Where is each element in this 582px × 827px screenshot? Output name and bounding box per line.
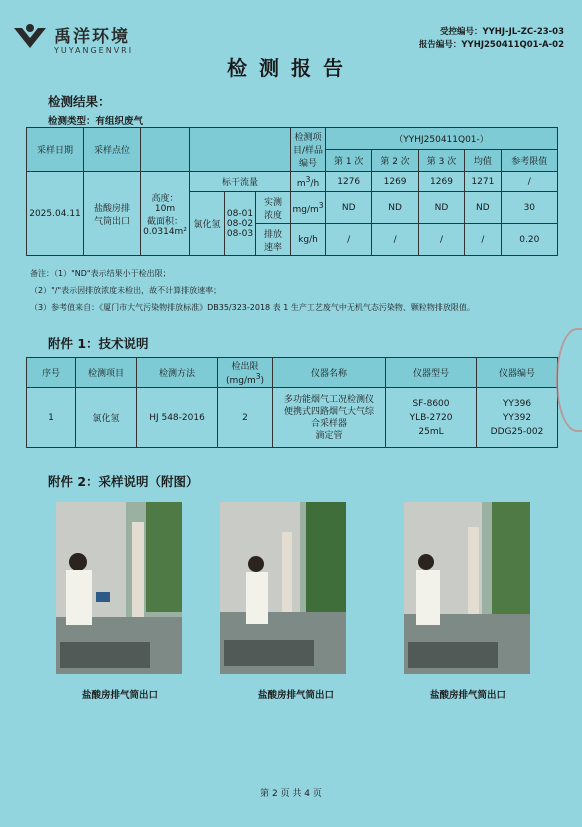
cell-point: 盐酸房排 气筒出口: [84, 172, 141, 256]
cell-rate-label: 排放 速率: [256, 224, 291, 256]
page-number: 第 2 页 共 4 页: [260, 789, 322, 799]
col-run3: 第 3 次: [418, 150, 464, 172]
logo-mark-icon: [12, 22, 48, 52]
col-limit: 参考限值: [501, 150, 557, 172]
col-data: （YYHJ250411Q01-）: [326, 128, 558, 150]
col-mean: 均值: [465, 150, 501, 172]
cell-model: SF-8600 YLB-2720 25mL: [386, 388, 477, 448]
report-number: 报告编号：YYHJ250411Q01-A-02: [418, 40, 564, 50]
cell-value: ND: [326, 192, 372, 224]
sampling-photo: [56, 502, 182, 674]
col-date: 采样日期: [27, 128, 84, 172]
col-point: 采样点位: [84, 128, 141, 172]
cell-value: 30: [501, 192, 557, 224]
cell-value: ND: [465, 192, 501, 224]
cell-value: 1269: [418, 172, 464, 192]
red-seal: [556, 328, 582, 432]
cell-value: /: [418, 224, 464, 256]
notes: [30, 265, 475, 316]
photo-caption: 盐酸房排气筒出口: [82, 690, 159, 701]
col-run1: 第 1 次: [326, 150, 372, 172]
cell-seq: 1: [27, 388, 76, 448]
cell-sample-ids: 08-01 08-02 08-03: [225, 192, 256, 256]
cell-value: 0.20: [501, 224, 557, 256]
report-codes: [419, 26, 564, 52]
col-seq: 序号: [27, 358, 76, 388]
col-instrument: 仪器名称: [273, 358, 386, 388]
col-model: 仪器型号: [386, 358, 477, 388]
cell-unit: kg/h: [291, 224, 326, 256]
cell-serial: YY396 YY392 DDG25-002: [477, 388, 558, 448]
cell-pollutant: 氯化氢: [190, 192, 225, 256]
photo-caption: 盐酸房排气筒出口: [258, 690, 335, 701]
cell-value: ND: [418, 192, 464, 224]
page-title: 检测报告: [227, 56, 355, 80]
results-heading: 检测结果：: [48, 94, 111, 109]
cell-unit: $m^3/h$: [291, 172, 326, 192]
cell-flow-label: 标干流量: [190, 172, 291, 192]
appendix2-heading: 附件 2：采样说明（附图）: [48, 474, 199, 489]
logo-chinese: 禹洋环境: [54, 27, 130, 47]
cell-value: 1276: [326, 172, 372, 192]
acceptance-number: 受控编号：YYHJ-JL-ZC-23-03: [439, 27, 564, 37]
detection-type: 检测类型：有组织废气: [48, 116, 144, 127]
cell-flue: 高度： 10m 截面积： 0.0314m²: [141, 172, 190, 256]
cell-value: /: [465, 224, 501, 256]
tech-table: [26, 357, 558, 448]
cell-value: /: [372, 224, 418, 256]
cell-unit: $mg/m^3$: [291, 192, 326, 224]
col-flue: [141, 128, 190, 172]
cell-value: /: [501, 172, 557, 192]
sampling-photo: [220, 502, 346, 674]
cell-limit: 2: [218, 388, 273, 448]
cell-value: /: [326, 224, 372, 256]
cell-method: HJ 548-2016: [137, 388, 218, 448]
cell-value: 1269: [372, 172, 418, 192]
cell-value: ND: [372, 192, 418, 224]
col-item: [190, 128, 291, 172]
col-limit: 检出限 $(mg/m^3)$: [218, 358, 273, 388]
cell-conc-label: 实测 浓度: [256, 192, 291, 224]
col-item: 检测项目: [76, 358, 137, 388]
cell-instrument: 多功能烟气工况检测仪 便携式四路烟气大气综 合采样器 滴定管: [273, 388, 386, 448]
col-unit: 检测项目/样品编号: [291, 128, 326, 172]
note-1: 备注：（1）"ND"表示结果小于检出限；: [30, 269, 171, 278]
logo-english: YUYANGENVRI: [54, 46, 134, 55]
cell-date: 2025.04.11: [27, 172, 84, 256]
appendix1-heading: 附件 1：技术说明: [48, 336, 149, 351]
results-table: [26, 127, 558, 256]
col-serial: 仪器编号: [477, 358, 558, 388]
col-run2: 第 2 次: [372, 150, 418, 172]
sampling-photo: [404, 502, 530, 674]
note-3: （3）参考值来自：《厦门市大气污染物排放标准》DB35/323-2018 表 1 生产工艺废气中无机气态污染物、颗粒物排放限值。: [30, 303, 475, 312]
photo-caption: 盐酸房排气筒出口: [430, 690, 507, 701]
cell-value: 1271: [465, 172, 501, 192]
note-2: （2）"/"表示因排放浓度未检出，故不计算排放速率；: [30, 286, 222, 295]
col-method: 检测方法: [137, 358, 218, 388]
cell-item: 氯化氢: [76, 388, 137, 448]
